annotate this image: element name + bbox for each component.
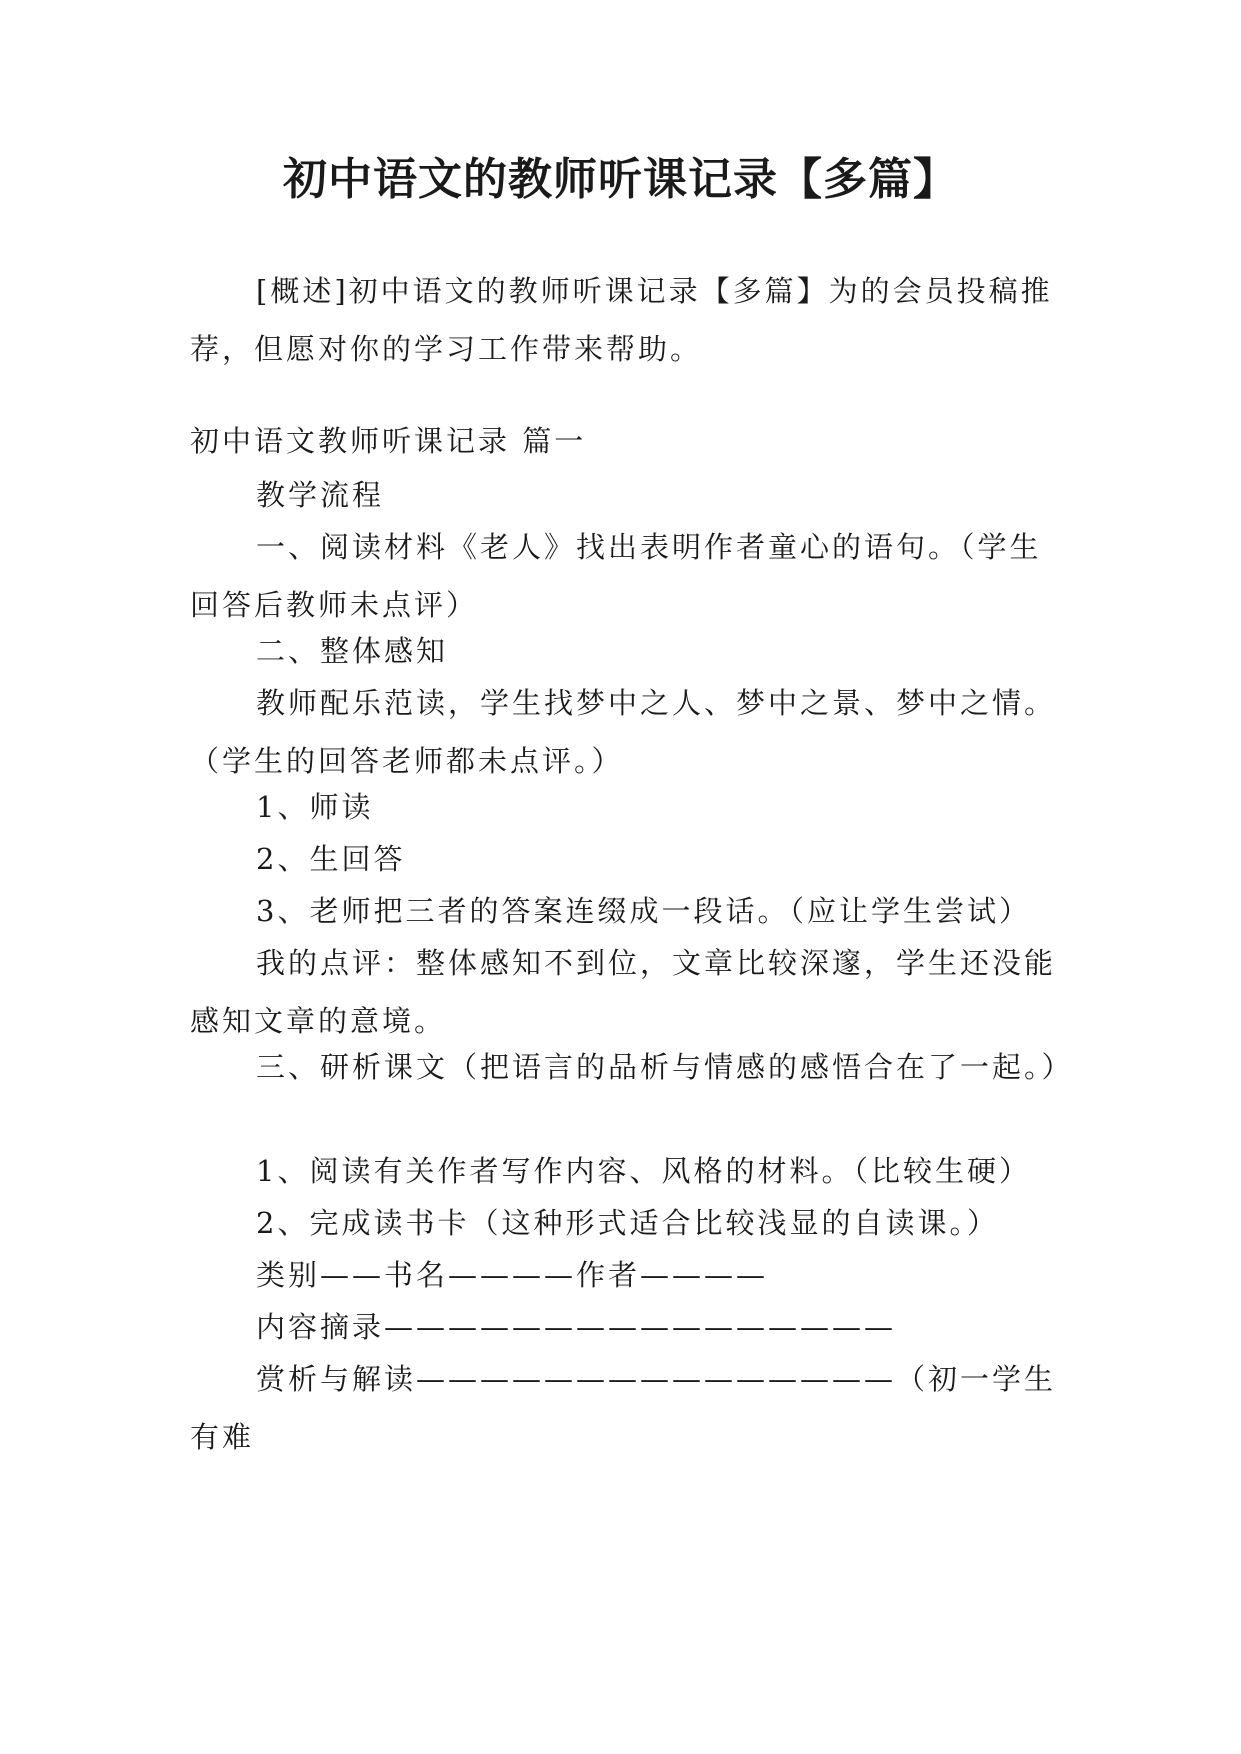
paragraph: 一、阅读材料《老人》找出表明作者童心的语句。（学生回答后教师未点评）	[190, 530, 1042, 622]
paragraph: 类别——书名————作者————	[256, 1258, 769, 1292]
paragraph: 内容摘录————————————————	[256, 1310, 897, 1344]
document-title: 初中语文的教师听课记录【多篇】	[283, 154, 958, 205]
paragraph-summary: [概述]初中语文的教师听课记录【多篇】为的会员投稿推荐，但愿对你的学习工作带来帮助。	[190, 274, 1053, 366]
paragraph: 1、师读	[256, 790, 374, 824]
paragraph: 赏析与解读———————————————（初一学生有难	[190, 1362, 1057, 1454]
paragraph: 3、老师把三者的答案连缀成一段话。（应让学生尝试）	[256, 894, 1031, 928]
paragraph: 我的点评：整体感知不到位，文章比较深邃，学生还没能感知文章的意境。	[190, 946, 1057, 1038]
section-heading: 初中语文教师听课记录 篇一	[190, 424, 587, 458]
paragraph: 2、完成读书卡（这种形式适合比较浅显的自读课。）	[256, 1206, 999, 1240]
paragraph: 2、生回答	[256, 842, 406, 876]
paragraph: 教师配乐范读，学生找梦中之人、梦中之景、梦中之情。（学生的回答老师都未点评。）	[190, 686, 1057, 778]
paragraph: 教学流程	[256, 478, 385, 512]
paragraph: 三、研析课文（把语言的品析与情感的感悟合在了一起。）	[256, 1050, 1074, 1084]
paragraph: 1、阅读有关作者写作内容、风格的材料。（比较生硬）	[256, 1154, 1031, 1188]
paragraph: 二、整体感知	[256, 634, 449, 668]
